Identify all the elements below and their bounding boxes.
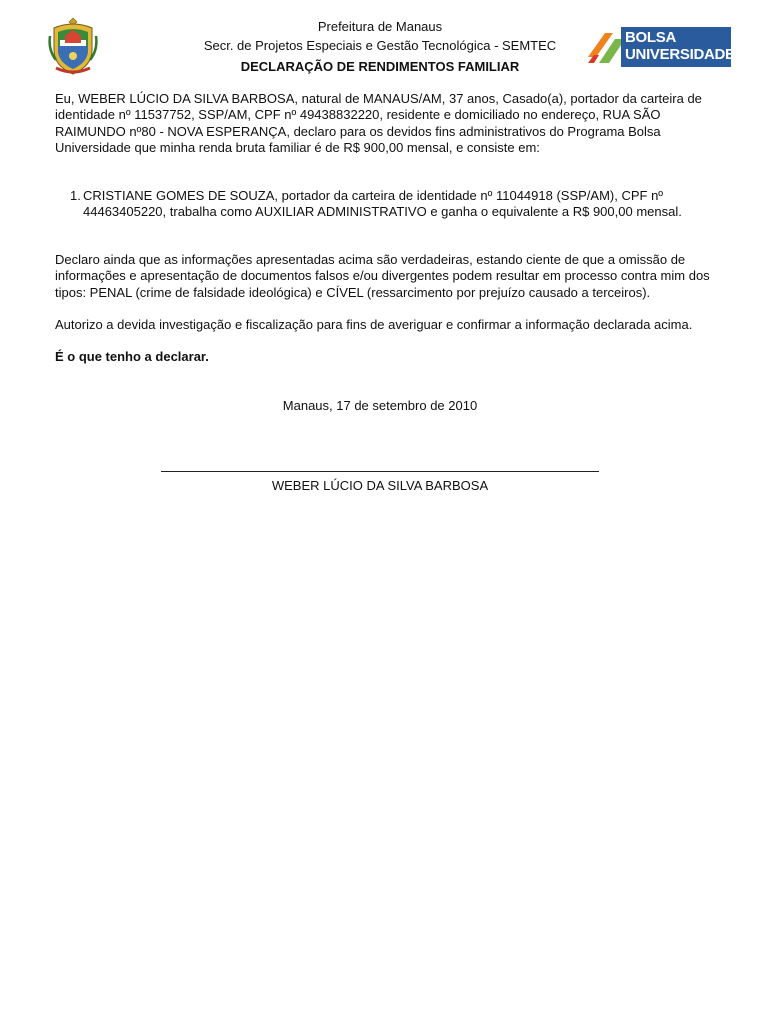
logo-line-1: BOLSA (625, 29, 677, 46)
signature-line (161, 471, 599, 472)
document-title: DECLARAÇÃO DE RENDIMENTOS FAMILIAR (240, 59, 520, 74)
authorization-paragraph: Autorizo a devida investigação e fiscalização para fins de averiguar e confirmar a informação declarada acima. (55, 317, 693, 332)
header-line-1: Prefeitura de Manaus (317, 19, 443, 34)
signature-name: WEBER LÚCIO DA SILVA BARBOSA (271, 478, 489, 493)
intro-paragraph: Eu, WEBER LÚCIO DA SILVA BARBOSA, natural de MANAUS/AM, 37 anos, Casado(a), portador da carteira de identidade nº 11537752, SSP/AM, CPF nº 49438832220, residente e domiciliado no endereço, RUA SÃO RAIMUNDO nº80 - NOVA ESPERANÇA, declaro para os devidos fins administrativos do Programa Bolsa Universidade que minha renda bruta familiar é de R$ 900,00 mensal, e consiste em: (55, 91, 702, 155)
closing-statement: É o que tenho a declarar. (55, 349, 209, 364)
logo-line-2: UNIVERSIDADE (625, 46, 735, 63)
date-line: Manaus, 17 de setembro de 2010 (282, 398, 478, 413)
list-item-number: 1. (70, 188, 81, 203)
list-item: CRISTIANE GOMES DE SOUZA, portador da carteira de identidade nº 11044918 (SSP/AM), CPF nº 44463405220, trabalha como AUXILIAR ADMINISTRATIVO e ganha o equivalente a R$ 900,00 mensal. (83, 188, 682, 220)
declaration-paragraph: Declaro ainda que as informações apresentadas acima são verdadeiras, estando ciente de que a omissão de informações e apresentação de documentos falsos e/ou divergentes podem resultar em processo contra mim dos tipos: PENAL (crime de falsidade ideológica) e CÍVEL (ressarcimento por prejuízo causado a terceiros). (55, 252, 710, 300)
city-coat-of-arms-icon (48, 16, 98, 76)
bolsa-universidade-logo (585, 27, 735, 67)
header-line-2: Secr. de Projetos Especiais e Gestão Tecnológica - SEMTEC (203, 38, 557, 53)
